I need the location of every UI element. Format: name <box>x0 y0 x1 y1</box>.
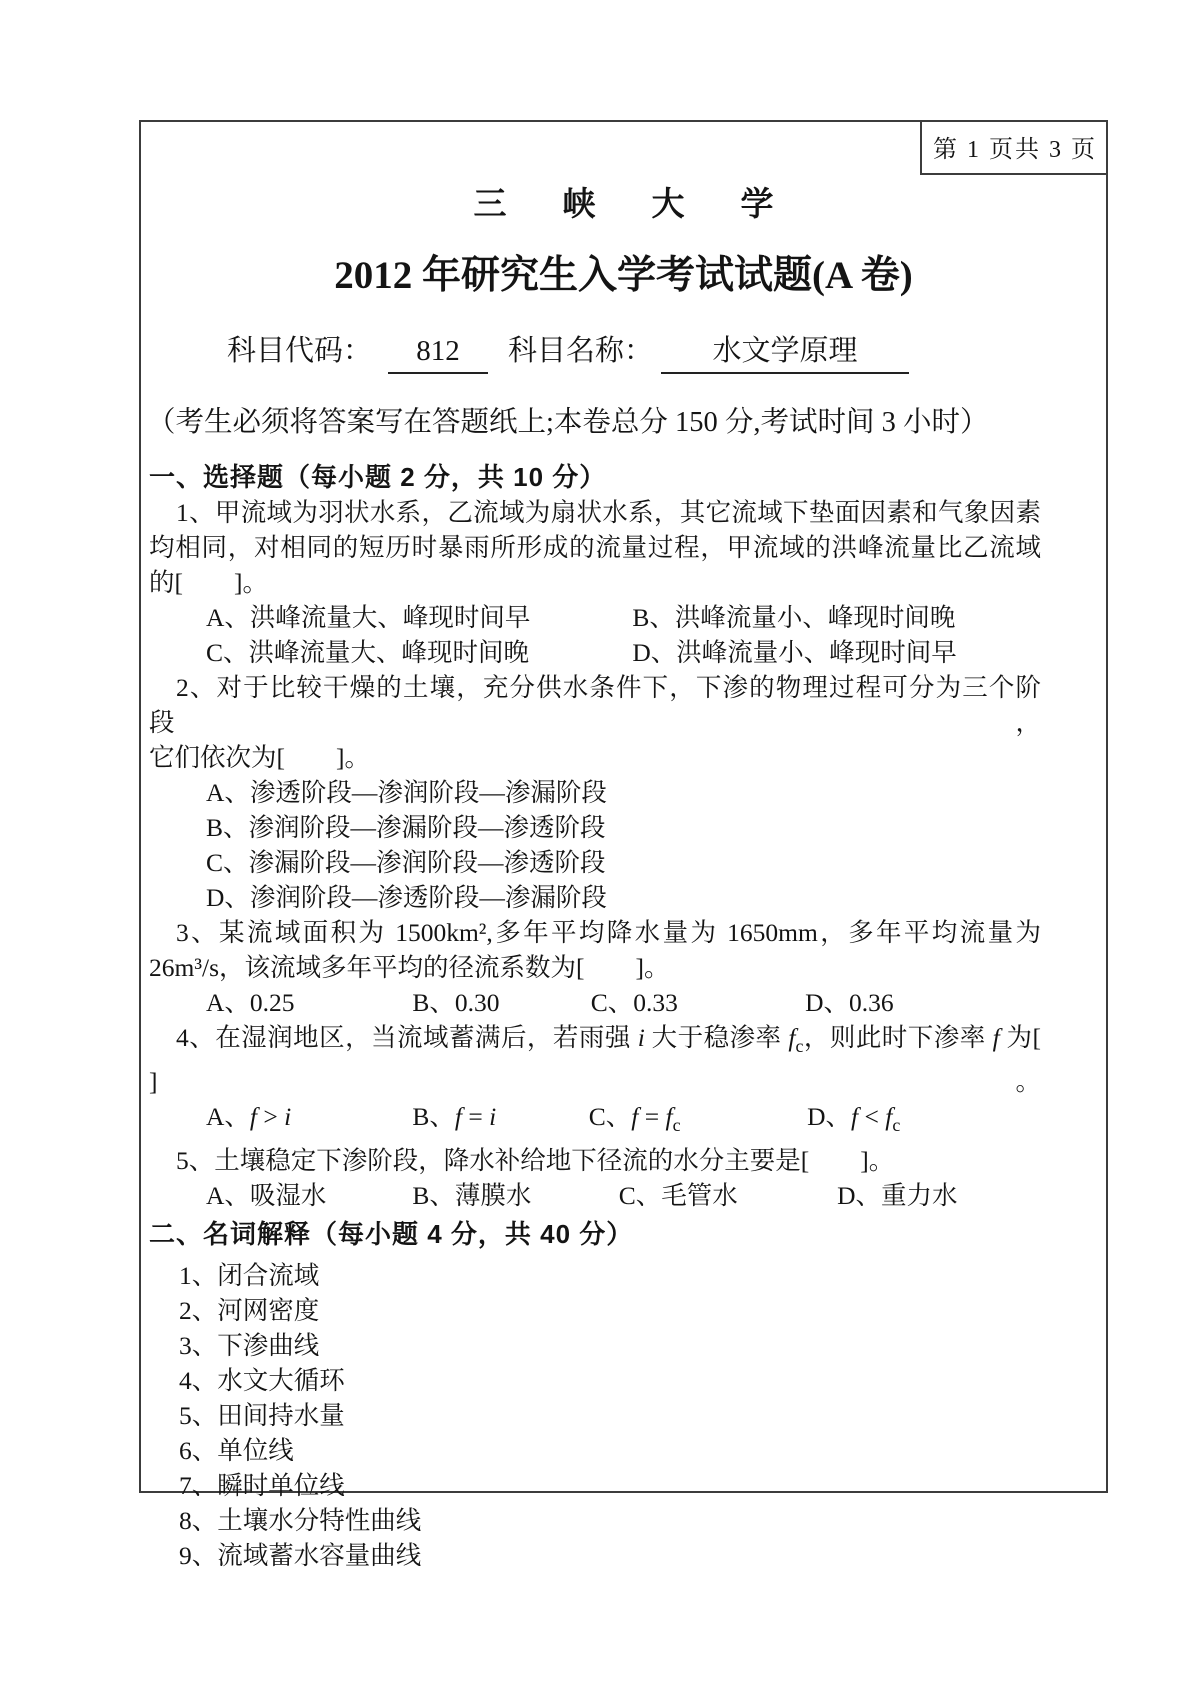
term-item-7: 7、瞬时单位线 <box>179 1471 345 1501</box>
q4-option-a: A、f > i <box>206 1102 292 1132</box>
q5-option-b: B、薄膜水 <box>412 1181 532 1211</box>
term-item-9: 9、流域蓄水容量曲线 <box>179 1541 422 1571</box>
university-title: 三峡大学 <box>473 185 830 222</box>
q1-option-a: A、洪峰流量大、峰现时间早 <box>206 603 531 632</box>
exam-notice: （考生必须将答案写在答题纸上;本卷总分 150 分,考试时间 3 小时） <box>147 407 989 438</box>
subject-name-label: 科目名称： <box>508 335 654 367</box>
section1-title: 一、选择题（每小题 2 分，共 10 分） <box>149 462 607 492</box>
q3-option-d: D、0.36 <box>805 988 894 1017</box>
term-item-8: 8、土壤水分特性曲线 <box>179 1506 422 1536</box>
term-item-3: 3、下渗曲线 <box>179 1331 320 1361</box>
q1-options-row1 <box>149 600 1041 635</box>
exam-body <box>141 460 1041 1573</box>
q4-option-c: C、$f = f_c$ <box>588 1102 681 1136</box>
term-item-4: 4、水文大循环 <box>179 1366 345 1396</box>
q3-option-c: C、0.33 <box>590 988 678 1017</box>
q5-line1: 5、土壤稳定下渗阶段，降水补给地下径流的水分主要是[ ]。 <box>176 1146 895 1176</box>
q2-option-a: A、渗透阶段—渗润阶段—渗漏阶段 <box>206 778 607 807</box>
q4-options-row <box>149 1099 1041 1143</box>
q1-option-b: B、洪峰流量小、峰现时间晚 <box>632 603 956 632</box>
term-item-6: 6、单位线 <box>179 1436 294 1466</box>
section2-title: 二、名词解释（每小题 4 分，共 40 分） <box>149 1219 634 1250</box>
q5-option-c: C、毛管水 <box>618 1181 738 1211</box>
q3-options-row <box>149 985 1041 1020</box>
q3-line1: 3、某流域面积为 1500km²,多年平均降水量为 1650mm，多年平均流量为 <box>176 918 1041 947</box>
term-item-5: 5、田间持水量 <box>179 1401 345 1431</box>
q5-option-a: A、吸湿水 <box>206 1181 327 1211</box>
subject-name-value: 水文学原理 <box>661 330 909 374</box>
subject-line <box>141 330 1106 374</box>
q4-option-b: B、f = i <box>412 1102 497 1132</box>
page-border <box>139 120 1108 1571</box>
q1-option-c: C、洪峰流量大、峰现时间晚 <box>206 638 530 667</box>
term-item-1: 1、闭合流域 <box>179 1261 320 1291</box>
q1-line2: 均相同，对相同的短历时暴雨所形成的流量过程，甲流域的洪峰流量比乙流域 <box>149 533 1041 562</box>
q1-line3: 的[ ]。 <box>149 568 268 597</box>
q2-option-c: C、渗漏阶段—渗润阶段—渗透阶段 <box>206 848 606 877</box>
subject-code-label: 科目代码： <box>227 335 373 367</box>
q2-option-d: D、渗润阶段—渗透阶段—渗漏阶段 <box>206 883 607 912</box>
q5-option-d: D、重力水 <box>837 1181 958 1211</box>
q5-options-row <box>149 1178 1041 1213</box>
q2-line2: 它们依次为[ ]。 <box>149 743 370 772</box>
q1-option-d: D、洪峰流量小、峰现时间早 <box>632 638 957 667</box>
q1-options-row2 <box>149 635 1041 670</box>
q1-line1: 1、甲流域为羽状水系，乙流域为扇状水系，其它流域下垫面因素和气象因素 <box>176 498 1041 527</box>
q3-option-b: B、0.30 <box>412 988 500 1017</box>
exam-title: 2012 年研究生入学考试试题(A 卷) <box>334 254 913 297</box>
q4-line1: 4、在湿润地区，当流域蓄满后，若雨强 i 大于稳渗率 $f_c$，则此时下渗率 f 为[ ]。 <box>149 1023 1041 1097</box>
q2-option-b: B、渗润阶段—渗漏阶段—渗透阶段 <box>206 813 606 842</box>
q2-line1: 2、对于比较干燥的土壤，充分供水条件下，下渗的物理过程可分为三个阶段， <box>149 673 1041 737</box>
page-number: 第 1 页共 3 页 <box>933 137 1097 163</box>
subject-code-value: 812 <box>388 330 488 374</box>
term-item-2: 2、河网密度 <box>179 1296 320 1326</box>
q4-option-d: D、$f < f_c$ <box>807 1102 901 1136</box>
q3-option-a: A、0.25 <box>206 988 295 1017</box>
q3-line2: 26m³/s，该流域多年平均的径流系数为[ ]。 <box>149 953 670 982</box>
page-number-box <box>920 120 1108 175</box>
